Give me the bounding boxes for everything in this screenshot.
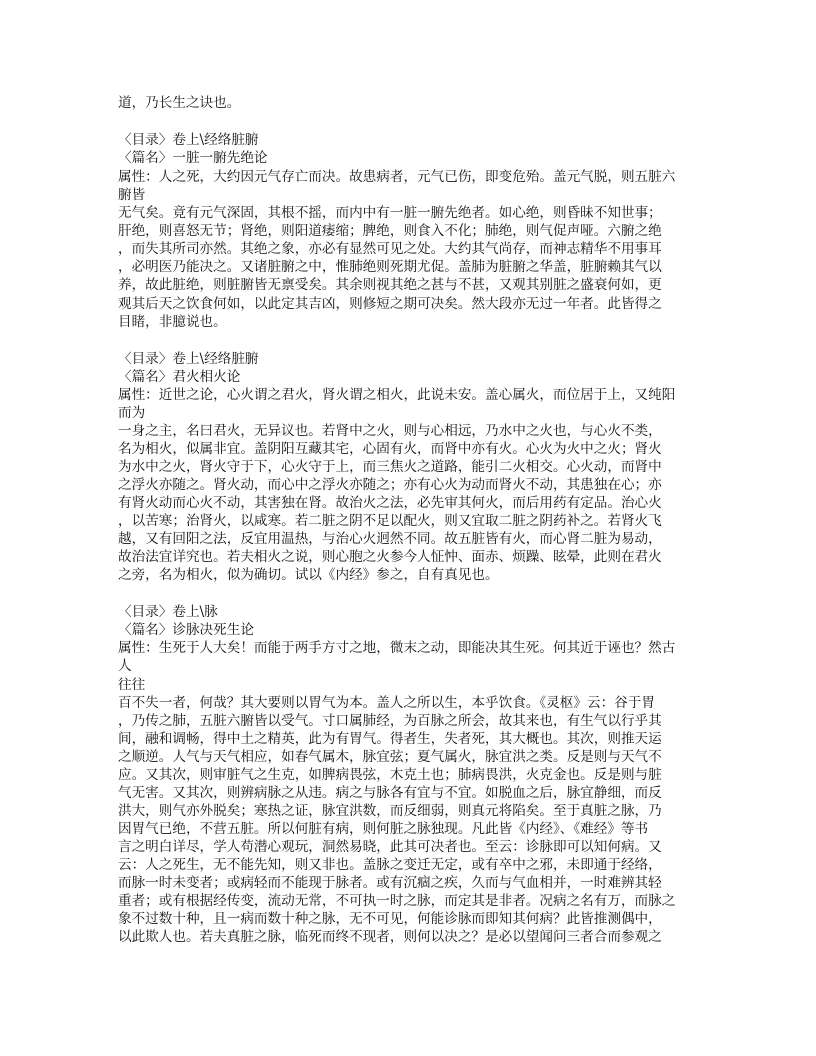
text-line: 人 — [118, 658, 132, 674]
text-line: ，乃传之肺，五脏六腑皆以受气。寸口属肺经，为百脉之所会，故其来也，有生气以行乎其 — [118, 713, 662, 729]
catalog-heading: 〈目录〉卷上\经络脏腑 — [118, 351, 259, 367]
text-line: 越，又有回阳之法，反宜用温热，与治心火迥然不同。故五脏皆有火，而心肾二脏为易动， — [118, 531, 662, 547]
text-line: 故治法宜详究也。若夫相火之说，则心胞之火参今人怔忡、面赤、烦躁、眩晕，此则在君火 — [118, 549, 662, 565]
text-line: ，以苦寒；治肾火，以咸寒。若二脏之阴不足以配火，则又宜取二脏之阴药补之。若肾火飞 — [118, 513, 662, 529]
text-line: 养，故此脏绝，则脏腑皆无禀受矣。其余则视其绝之甚与不甚，又观其别脏之盛衰何如，更 — [118, 277, 662, 293]
text-line: 云：人之死生，无不能先知，则又非也。盖脉之变迁无定，或有卒中之邪，未即通于经络， — [118, 857, 662, 873]
chapter-title: 〈篇名〉一脏一腑先绝论 — [118, 150, 268, 166]
text-line: 洪大，则气亦外脱矣；寒热之证，脉宜洪数，而反细弱，则真元将陷矣。至于真脏之脉，乃 — [118, 803, 662, 819]
text-line: 象不过数十种，且一病而数十种之脉，无不可见，何能诊脉而即知其何病？此皆推测偶中， — [118, 911, 662, 927]
text-line: 而脉一时未变者；或病轻而不能现于脉者。或有沉痼之疾，久而与气血相并，一时难辨其轻 — [118, 875, 662, 891]
text-line: 间，融和调畅，得中土之精英，此为有胃气。得者生，失者死，其大概也。其次，则推天运 — [118, 731, 662, 747]
text-line: 腑皆 — [118, 187, 146, 203]
text-line: 属性：生死于人大矣！而能于两手方寸之地，微末之动，即能决其生死。何其近于诬也？然古 — [118, 640, 676, 656]
text-line: 肝绝，则喜怒无节；肾绝，则阳道痿缩；脾绝，则食入不化；肺绝，则气促声哑。六腑之绝 — [118, 223, 662, 239]
text-line: 重者；或有根据经传变，流动无常，不可执一时之脉，而定其是非者。况病之名有万，而脉之 — [118, 893, 676, 909]
text-line: 而为 — [118, 405, 146, 421]
text-line: ，必明医乃能决之。又诸脏腑之中，惟肺绝则死期尤促。盖肺为脏腑之华盖，脏腑赖其气以 — [118, 259, 662, 275]
text-line: 有肾火动而心火不动，其害独在肾。故治火之法，必先审其何火，而后用药有定品。治心火 — [118, 495, 662, 511]
text-line: 一身之主，名曰君火，无异议也。若肾中之火，则与心相远，乃水中之火也，与心火不类， — [118, 423, 662, 439]
text-line: 以此欺人也。若夫真脏之脉，临死而终不现者，则何以决之？是必以望闻问三者合而参观之 — [118, 929, 662, 945]
text-line: 观其后天之饮食何如，以此定其吉凶，则修短之期可决矣。然大段亦无过一年者。此皆得之 — [118, 296, 662, 312]
text-line: 道，乃长生之诀也。 — [118, 95, 241, 111]
text-line: 属性：人之死，大约因元气存亡而决。故患病者，元气已伤，即变危殆。盖元气脱，则五脏六 — [118, 169, 676, 185]
text-line: 之浮火亦随之。肾火动，而心中之浮火亦随之；亦有心火为动而肾火不动，其患独在心；亦 — [118, 477, 662, 493]
text-line: 名为相火，似属非宜。盖阴阳互藏其宅，心固有火，而肾中亦有火。心火为火中之火；肾火 — [118, 441, 662, 457]
text-line: 往往 — [118, 677, 146, 693]
text-line: 为水中之火，肾火守于下，心火守于上，而三焦火之道路，能引二火相交。心火动，而肾中 — [118, 459, 662, 475]
text-line: 之旁，名为相火，似为确切。试以《内经》参之，自有真见也。 — [118, 567, 499, 583]
chapter-title: 〈篇名〉君火相火论 — [118, 369, 241, 385]
text-line: 属性：近世之论，心火谓之君火，肾火谓之相火，此说未安。盖心属火，而位居于上，又纯阳 — [118, 387, 676, 403]
text-line: 言之明白详尽，学人苟潜心观玩，洞然易晓，此其可决者也。至云：诊脉即可以知何病。又 — [118, 839, 662, 855]
text-line: 之顺逆。人气与天气相应，如春气属木，脉宜弦；夏气属火，脉宜洪之类。反是则与天气不 — [118, 749, 662, 765]
text-line: 因胃气已绝，不营五脏。所以何脏有病，则何脏之脉独现。凡此皆《内经》、《难经》等书 — [118, 821, 649, 837]
text-line: 无气矣。竟有元气深固，其根不摇，而内中有一脏一腑先绝者。如心绝，则昏昧不知世事； — [118, 205, 662, 221]
catalog-heading: 〈目录〉卷上\经络脏腑 — [118, 132, 259, 148]
catalog-heading: 〈目录〉卷上\脉 — [118, 604, 218, 620]
text-line: 应。又其次，则审脏气之生克，如脾病畏弦，木克土也；肺病畏洪，火克金也。反是则与脏 — [118, 767, 662, 783]
text-line: ，而失其所司亦然。其绝之象，亦必有显然可见之处。大约其气尚存，而神志精华不用事耳 — [118, 241, 662, 257]
text-line: 气无害。又其次，则辨病脉之从违。病之与脉各有宜与不宜。如脱血之后，脉宜静细，而反 — [118, 785, 662, 801]
text-line: 百不失一者，何哉？其大要则以胃气为本。盖人之所以生，本乎饮食。《灵枢》云：谷于胃 — [118, 695, 655, 711]
text-line: 目睹，非臆说也。 — [118, 314, 227, 330]
chapter-title: 〈篇名〉诊脉决死生论 — [118, 622, 254, 638]
